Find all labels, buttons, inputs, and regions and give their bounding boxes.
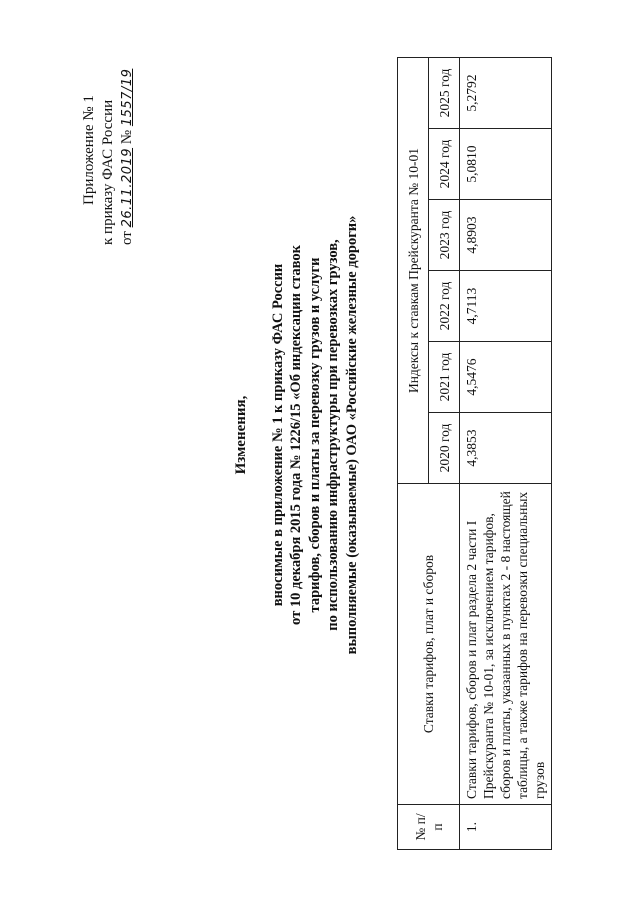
col-header-group: Индексы к ставкам Прейскуранта № 10-01 bbox=[398, 58, 429, 484]
document-title bbox=[232, 135, 361, 735]
index-value: 5,0810 bbox=[460, 129, 552, 200]
year-header: 2021 год bbox=[429, 342, 460, 413]
table-header-row bbox=[398, 58, 429, 850]
table-row bbox=[460, 58, 552, 850]
title-line: по использованию инфраструктуры при перевозках грузов, bbox=[325, 239, 341, 631]
handwritten-number: 1557/19 bbox=[120, 68, 135, 127]
index-table bbox=[397, 57, 552, 850]
title-line: вносимые в приложение № 1 к приказу ФАС России bbox=[269, 263, 286, 607]
row-number: 1. bbox=[460, 805, 552, 850]
title-heading: Изменения, bbox=[233, 395, 249, 475]
index-value: 5,2792 bbox=[460, 58, 552, 129]
year-header: 2023 год bbox=[429, 200, 460, 271]
handwritten-date: 26.11.2019 bbox=[120, 147, 135, 228]
index-value: 4,3853 bbox=[460, 413, 552, 484]
date-prefix: от bbox=[119, 231, 135, 245]
year-header: 2025 год bbox=[429, 58, 460, 129]
appendix-stamp bbox=[80, 25, 137, 245]
appendix-order-ref: к приказу ФАС России bbox=[100, 99, 116, 245]
index-value: 4,5476 bbox=[460, 342, 552, 413]
title-line: тарифов, сборов и платы за перевозку грузов и услуги bbox=[306, 257, 323, 613]
index-value: 4,7113 bbox=[460, 271, 552, 342]
appendix-date-line bbox=[118, 25, 137, 245]
number-prefix: № bbox=[119, 129, 135, 145]
col-header-name: Ставки тарифов, плат и сборов bbox=[398, 484, 460, 805]
appendix-title: Приложение № 1 bbox=[81, 95, 97, 205]
index-value: 4,8903 bbox=[460, 200, 552, 271]
title-line: выполняемые (оказываемые) ОАО «Российские железные дороги» bbox=[343, 215, 360, 655]
col-header-num: № п/п bbox=[398, 805, 460, 850]
year-header: 2020 год bbox=[429, 413, 460, 484]
year-header: 2024 год bbox=[429, 129, 460, 200]
year-header: 2022 год bbox=[429, 271, 460, 342]
row-description: Ставки тарифов, сборов и плат раздела 2 части I Прейскуранта № 10-01, за исключением тарифов, сборов и платы, указанных в пунктах 2 - 8 настоящей таблицы, а также тарифов на перевозки специальных грузов bbox=[460, 484, 552, 805]
title-line: от 10 декабря 2015 года № 1226/15 «Об индексации ставок bbox=[288, 245, 304, 625]
